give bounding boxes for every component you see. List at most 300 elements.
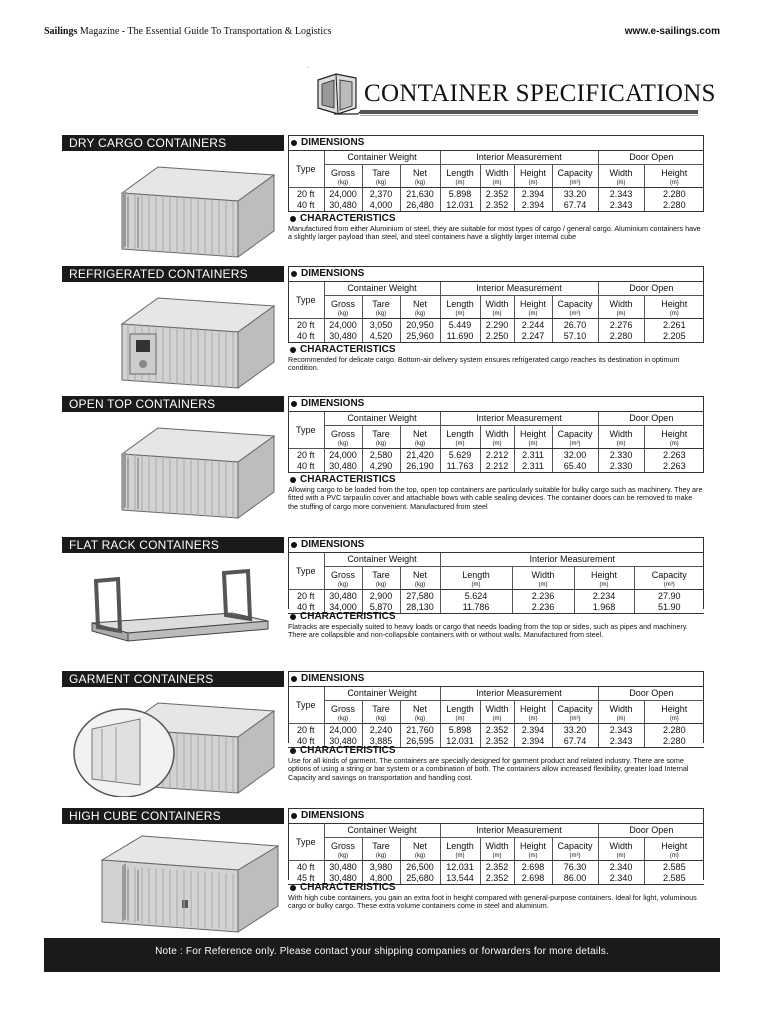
- table-cell: 30,480: [324, 200, 362, 212]
- col-type: Type: [288, 824, 324, 861]
- table-cell: 2,240: [362, 724, 400, 737]
- table-cell: 2.585: [663, 862, 686, 872]
- col-width: Width: [512, 567, 574, 582]
- table-cell: 3,885: [362, 736, 400, 748]
- table-cell: 12.031: [440, 736, 480, 748]
- unit-kg: (kg): [362, 440, 400, 449]
- col-net: Net: [400, 838, 440, 853]
- group-door-open: Door Open: [598, 282, 704, 296]
- section-title: GARMENT CONTAINERS: [62, 671, 284, 687]
- table-cell: 67.74: [552, 200, 598, 212]
- table-cell: 5.898: [440, 188, 480, 201]
- table-cell: 2.263: [663, 450, 686, 460]
- col-gross: Gross: [324, 838, 362, 853]
- col-height: Height: [661, 167, 688, 178]
- dimensions-heading: [288, 537, 704, 553]
- table-cell: 32.00: [552, 449, 598, 462]
- table-cell: 2.311: [514, 461, 552, 473]
- table-cell: 27.90: [658, 591, 681, 601]
- table-cell: 3,980: [362, 861, 400, 874]
- unit-m: (m): [514, 715, 552, 724]
- table-cell: 40 ft: [288, 861, 324, 874]
- unit-m: (m): [480, 852, 514, 861]
- unit-kg: (kg): [324, 440, 362, 449]
- title-underline: [360, 110, 698, 114]
- unit-kg: (kg): [400, 310, 440, 319]
- table-cell: 13.544: [440, 873, 480, 885]
- unit-kg: (kg): [400, 852, 440, 861]
- section-title: OPEN TOP CONTAINERS: [62, 396, 284, 412]
- unit-m: (m): [440, 581, 512, 590]
- group-container-weight: Container Weight: [324, 824, 440, 838]
- table-cell: 2.244: [514, 319, 552, 332]
- table-cell: 30,480: [324, 461, 362, 473]
- group-door-open: Door Open: [598, 151, 704, 165]
- group-door-open: Door Open: [598, 687, 704, 701]
- bullet-icon: [291, 401, 297, 407]
- table-cell: 2.205: [644, 331, 704, 343]
- unit-kg: (kg): [324, 179, 362, 188]
- table-cell: 26,595: [400, 736, 440, 748]
- col-width: Width: [598, 165, 644, 180]
- col-tare: Tare: [362, 838, 400, 853]
- container-logo-icon: [312, 70, 364, 118]
- table-cell: 2.280: [644, 200, 704, 212]
- unit-m: (m): [598, 440, 644, 449]
- table-cell: 2.276: [598, 319, 644, 332]
- unit-m: (m): [644, 310, 704, 319]
- col-width: Width: [480, 701, 514, 716]
- unit-kg: (kg): [324, 581, 362, 590]
- dimensions-label: DIMENSIONS: [301, 673, 365, 684]
- col-tare: Tare: [362, 701, 400, 716]
- dimensions-heading: [288, 671, 704, 687]
- col-width: Width: [480, 838, 514, 853]
- table-cell: 2.698: [514, 861, 552, 874]
- table-row: [288, 331, 704, 343]
- unit-m: (m): [480, 440, 514, 449]
- table-cell: 30,480: [324, 861, 362, 874]
- table-cell: 2,900: [362, 590, 400, 603]
- container-illustration-icon: [62, 284, 284, 392]
- col-length: Length: [440, 701, 480, 716]
- reference-note: Note : For Reference only. Please contact your shipping companies or forwarders for more details.: [44, 938, 720, 972]
- page-title: CONTAINER SPECIFICATIONS: [364, 80, 716, 107]
- table-cell: 51.90: [634, 602, 704, 614]
- table-cell: 2,580: [362, 449, 400, 462]
- table-cell: 2.330: [598, 449, 644, 462]
- unit-kg: (kg): [400, 715, 440, 724]
- characteristics-heading: [288, 213, 396, 224]
- table-cell: 27,580: [400, 590, 440, 603]
- table-cell: 2.250: [480, 331, 514, 343]
- table-cell: 2.340: [598, 873, 644, 885]
- table-cell: 5.898: [440, 724, 480, 737]
- bullet-icon: [290, 477, 296, 483]
- col-net: Net: [400, 426, 440, 441]
- col-height: Height: [661, 428, 688, 439]
- container-illustration-icon: [62, 555, 284, 663]
- table-cell: 2.394: [514, 188, 552, 201]
- brand-tagline: Magazine - The Essential Guide To Transportation & Logistics: [79, 26, 332, 37]
- table-group-header: [288, 687, 704, 701]
- table-cell: 20 ft: [288, 188, 324, 201]
- col-width: Width: [480, 165, 514, 180]
- table-cell: 3,050: [362, 319, 400, 332]
- col-tare: Tare: [362, 165, 400, 180]
- table-cell: 11.690: [440, 331, 480, 343]
- magazine-brand: [44, 26, 332, 37]
- col-capacity: Capacity: [552, 426, 598, 441]
- table-row: [288, 861, 704, 874]
- table-cell: 2.290: [480, 319, 514, 332]
- unit-kg: (kg): [362, 715, 400, 724]
- table-cell: 65.40: [552, 461, 598, 473]
- dimensions-table: [288, 412, 704, 473]
- table-cell: 2.352: [480, 188, 514, 201]
- group-interior-measurement: Interior Measurement: [440, 824, 598, 838]
- col-height: Height: [514, 701, 552, 716]
- table-cell: 2.343: [598, 736, 644, 748]
- col-height: Height: [514, 165, 552, 180]
- col-width: Width: [598, 426, 644, 441]
- dimensions-label: DIMENSIONS: [301, 268, 365, 279]
- table-cell: 2.394: [514, 724, 552, 737]
- table-cell: 33.20: [552, 724, 598, 737]
- unit-m: (m): [440, 715, 480, 724]
- unit-m3: (m³): [552, 440, 598, 449]
- unit-m: (m): [512, 581, 574, 590]
- col-gross: Gross: [324, 426, 362, 441]
- table-cell: 2.212: [480, 449, 514, 462]
- unit-m: (m): [440, 310, 480, 319]
- characteristics-text: Manufactured from either Aluminium or steel, they are suitable for most types of cargo / general cargo. Aluminium containers have a slightly larger payload than steel, and steel containers have a slightly larger internal cube: [288, 224, 701, 242]
- col-width: Width: [480, 296, 514, 311]
- table-cell: 24,000: [324, 188, 362, 201]
- col-gross: Gross: [324, 567, 362, 582]
- table-cell: 2.330: [598, 461, 644, 473]
- table-row: [288, 188, 704, 201]
- table-cell: 24,000: [324, 319, 362, 332]
- unit-kg: (kg): [400, 581, 440, 590]
- table-cell: 2.311: [514, 449, 552, 462]
- table-cell: 2.352: [480, 861, 514, 874]
- section-title: DRY CARGO CONTAINERS: [62, 135, 284, 151]
- table-cell: 4,290: [362, 461, 400, 473]
- table-cell: 21,420: [400, 449, 440, 462]
- unit-m: (m): [480, 310, 514, 319]
- table-cell: 40 ft: [288, 461, 324, 473]
- table-unit-row: [288, 581, 704, 590]
- table-cell: 86.00: [552, 873, 598, 885]
- table-cell: 2.212: [480, 461, 514, 473]
- characteristics-heading: [288, 474, 396, 485]
- unit-m3: (m³): [552, 852, 598, 861]
- table-cell: 1.968: [574, 602, 634, 614]
- group-container-weight: Container Weight: [324, 412, 440, 426]
- group-container-weight: Container Weight: [324, 282, 440, 296]
- table-cell: 4,000: [362, 200, 400, 212]
- col-type: Type: [288, 412, 324, 449]
- col-gross: Gross: [324, 296, 362, 311]
- table-cell: 30,480: [324, 873, 362, 885]
- table-cell: 30,480: [324, 736, 362, 748]
- table-cell: 2.263: [644, 461, 704, 473]
- dimensions-label: DIMENSIONS: [301, 810, 365, 821]
- unit-kg: (kg): [324, 715, 362, 724]
- col-length: Length: [440, 567, 512, 582]
- container-illustration-icon: [62, 414, 284, 522]
- table-cell: 2.698: [514, 873, 552, 885]
- unit-m: (m): [574, 581, 634, 590]
- characteristics-label: CHARACTERISTICS: [300, 213, 396, 224]
- group-container-weight: Container Weight: [324, 687, 440, 701]
- dimensions-table: [288, 687, 704, 748]
- decor-dot: .: [307, 64, 309, 70]
- table-cell: 67.74: [552, 736, 598, 748]
- col-length: Length: [440, 296, 480, 311]
- table-row: [288, 449, 704, 462]
- table-cell: 33.20: [552, 188, 598, 201]
- characteristics-text: Use for all kinds of garment. The containers are specially designed for garment product and related industry. There are some options of using a string or bar system or a combination of both. The containers allow increased flexibility, greater load Internal Capacity and savings on transportation and handling cost.: [288, 756, 689, 782]
- table-group-header: [288, 553, 704, 567]
- unit-kg: (kg): [362, 581, 400, 590]
- table-cell: 40 ft: [288, 736, 324, 748]
- characteristics-label: CHARACTERISTICS: [300, 882, 396, 893]
- table-cell: 2.343: [598, 188, 644, 201]
- table-row: [288, 724, 704, 737]
- title-underline-thin: [360, 115, 698, 116]
- col-height: Height: [514, 296, 552, 311]
- characteristics-text: Recommended for delicate cargo. Bottom-air delivery system ensures refrigerated cargo reaches its destination in optimum condition.: [288, 355, 680, 373]
- col-height: Height: [661, 840, 688, 851]
- unit-kg: (kg): [324, 310, 362, 319]
- col-gross: Gross: [324, 165, 362, 180]
- unit-kg: (kg): [362, 852, 400, 861]
- table-cell: 57.10: [552, 331, 598, 343]
- dimensions-heading: [288, 396, 704, 412]
- col-width: Width: [598, 296, 644, 311]
- characteristics-text: Flatracks are especially suited to heavy loads or cargo that needs loading from the top or sides, such as pipes and machinery. There are collapsible and non-collapsible containers with or without walls. Manufactured from steel.: [288, 622, 688, 640]
- bullet-icon: [290, 748, 296, 754]
- unit-m: (m): [440, 852, 480, 861]
- table-cell: 4,800: [362, 873, 400, 885]
- col-gross: Gross: [324, 701, 362, 716]
- characteristics-label: CHARACTERISTICS: [300, 344, 396, 355]
- col-net: Net: [400, 701, 440, 716]
- table-row: [288, 319, 704, 332]
- table-cell: 11.786: [440, 602, 512, 614]
- unit-m: (m): [644, 715, 704, 724]
- unit-m3: (m³): [552, 715, 598, 724]
- group-interior-measurement: Interior Measurement: [440, 282, 598, 296]
- table-cell: 45 ft: [288, 873, 324, 885]
- section-title: FLAT RACK CONTAINERS: [62, 537, 284, 553]
- group-interior-measurement: Interior Measurement: [440, 553, 704, 567]
- bullet-icon: [290, 614, 296, 620]
- unit-m3: (m³): [552, 179, 598, 188]
- col-capacity: Capacity: [651, 569, 687, 580]
- table-cell: 20 ft: [288, 590, 324, 603]
- table-cell: 2.343: [598, 724, 644, 737]
- table-cell: 2.234: [574, 590, 634, 603]
- col-height: Height: [661, 703, 688, 714]
- table-cell: 40 ft: [288, 331, 324, 343]
- table-cell: 20,950: [400, 319, 440, 332]
- table-cell: 26,190: [400, 461, 440, 473]
- table-cell: 5.449: [440, 319, 480, 332]
- bullet-icon: [291, 813, 297, 819]
- table-cell: 76.30: [552, 861, 598, 874]
- table-cell: 2.352: [480, 200, 514, 212]
- unit-m: (m): [480, 715, 514, 724]
- characteristics-label: CHARACTERISTICS: [300, 611, 396, 622]
- table-cell: 25,680: [400, 873, 440, 885]
- col-net: Net: [400, 567, 440, 582]
- dimensions-table: [288, 553, 704, 614]
- table-group-header: [288, 282, 704, 296]
- col-tare: Tare: [362, 426, 400, 441]
- dimensions-table: [288, 824, 704, 885]
- section-title: HIGH CUBE CONTAINERS: [62, 808, 284, 824]
- col-tare: Tare: [362, 567, 400, 582]
- unit-m: (m): [440, 440, 480, 449]
- col-type: Type: [288, 687, 324, 724]
- table-unit-row: [288, 715, 704, 724]
- group-interior-measurement: Interior Measurement: [440, 151, 598, 165]
- col-type: Type: [288, 151, 324, 188]
- table-group-header: [288, 412, 704, 426]
- table-cell: 30,480: [324, 331, 362, 343]
- bullet-icon: [290, 885, 296, 891]
- table-cell: 2.585: [644, 873, 704, 885]
- bullet-icon: [290, 347, 296, 353]
- bullet-icon: [291, 542, 297, 548]
- dimensions-heading: [288, 135, 704, 151]
- table-column-header: [288, 567, 704, 582]
- unit-m3: (m³): [552, 310, 598, 319]
- table-cell: 11.763: [440, 461, 480, 473]
- unit-m: (m): [514, 852, 552, 861]
- group-container-weight: Container Weight: [324, 553, 440, 567]
- table-cell: 12.031: [440, 861, 480, 874]
- table-cell: 2.343: [598, 200, 644, 212]
- table-cell: 20 ft: [288, 319, 324, 332]
- table-cell: 20 ft: [288, 724, 324, 737]
- unit-m: (m): [514, 310, 552, 319]
- col-length: Length: [440, 165, 480, 180]
- col-length: Length: [440, 838, 480, 853]
- table-unit-row: [288, 310, 704, 319]
- characteristics-heading: [288, 611, 396, 622]
- group-door-open: Door Open: [598, 824, 704, 838]
- characteristics-text: With high cube containers, you gain an extra foot in height compared with general-purpose containers. Ideal for light, voluminous cargo or bulky cargo. These extra volume containers come in steel and aluminum.: [288, 893, 697, 911]
- table-cell: 2.261: [663, 320, 686, 330]
- table-cell: 20 ft: [288, 449, 324, 462]
- page-header: [44, 26, 720, 40]
- table-cell: 5,870: [362, 602, 400, 614]
- unit-m: (m): [598, 852, 644, 861]
- table-cell: 5.624: [440, 590, 512, 603]
- table-cell: 2.394: [514, 200, 552, 212]
- col-capacity: Capacity: [552, 838, 598, 853]
- unit-m: (m): [598, 715, 644, 724]
- bullet-icon: [291, 676, 297, 682]
- col-height: Height: [514, 426, 552, 441]
- table-cell: 2.280: [598, 331, 644, 343]
- table-cell: 40 ft: [288, 602, 324, 614]
- col-length: Length: [440, 426, 480, 441]
- col-width: Width: [598, 838, 644, 853]
- table-cell: 26,500: [400, 861, 440, 874]
- website-url[interactable]: www.e-sailings.com: [624, 26, 720, 37]
- table-column-header: [288, 701, 704, 716]
- characteristics-label: CHARACTERISTICS: [300, 474, 396, 485]
- unit-m: (m): [514, 440, 552, 449]
- table-column-header: [288, 296, 704, 311]
- unit-kg: (kg): [362, 310, 400, 319]
- dimensions-heading: [288, 808, 704, 824]
- table-cell: 40 ft: [288, 200, 324, 212]
- table-group-header: [288, 151, 704, 165]
- dimensions-table: [288, 151, 704, 212]
- table-row: [288, 461, 704, 473]
- bullet-icon: [291, 140, 297, 146]
- dimensions-label: DIMENSIONS: [301, 539, 365, 550]
- table-cell: 26,480: [400, 200, 440, 212]
- table-cell: 2,370: [362, 188, 400, 201]
- table-cell: 2.352: [480, 724, 514, 737]
- table-cell: 24,000: [324, 449, 362, 462]
- unit-m: (m): [644, 179, 704, 188]
- col-type: Type: [288, 553, 324, 590]
- brand-name: Sailings: [44, 26, 78, 37]
- table-cell: 21,760: [400, 724, 440, 737]
- table-unit-row: [288, 852, 704, 861]
- unit-m: (m): [598, 310, 644, 319]
- table-cell: 2.352: [480, 873, 514, 885]
- table-cell: 2.236: [512, 602, 574, 614]
- unit-m: (m): [598, 179, 644, 188]
- table-cell: 25,960: [400, 331, 440, 343]
- dimensions-heading: [288, 266, 704, 282]
- unit-m: (m): [440, 179, 480, 188]
- col-capacity: Capacity: [552, 701, 598, 716]
- characteristics-label: CHARACTERISTICS: [300, 745, 396, 756]
- bullet-icon: [291, 271, 297, 277]
- table-cell: 2.340: [598, 861, 644, 874]
- col-height: Height: [574, 567, 634, 582]
- table-unit-row: [288, 440, 704, 449]
- characteristics-text: Allowing cargo to be loaded from the top, open top containers are particularly suitable for bulky cargo such as machinery. They are fitted with a PVC tarpaulin cover and attachable bows with cable sealing devices. The container doors can be removed to make the stuffing of cargo more convenient. Manufactured from steel: [288, 485, 703, 511]
- table-cell: 30,480: [324, 590, 362, 603]
- table-cell: 2.280: [644, 736, 704, 748]
- unit-kg: (kg): [400, 440, 440, 449]
- col-capacity: Capacity: [552, 296, 598, 311]
- unit-m: (m): [644, 852, 704, 861]
- characteristics-heading: [288, 745, 396, 756]
- col-tare: Tare: [362, 296, 400, 311]
- table-cell: 2.280: [663, 725, 686, 735]
- table-cell: 24,000: [324, 724, 362, 737]
- table-cell: 5.629: [440, 449, 480, 462]
- table-cell: 2.352: [480, 736, 514, 748]
- col-height: Height: [661, 298, 688, 309]
- table-cell: 21,630: [400, 188, 440, 201]
- table-column-header: [288, 426, 704, 441]
- table-cell: 2.394: [514, 736, 552, 748]
- col-width: Width: [598, 701, 644, 716]
